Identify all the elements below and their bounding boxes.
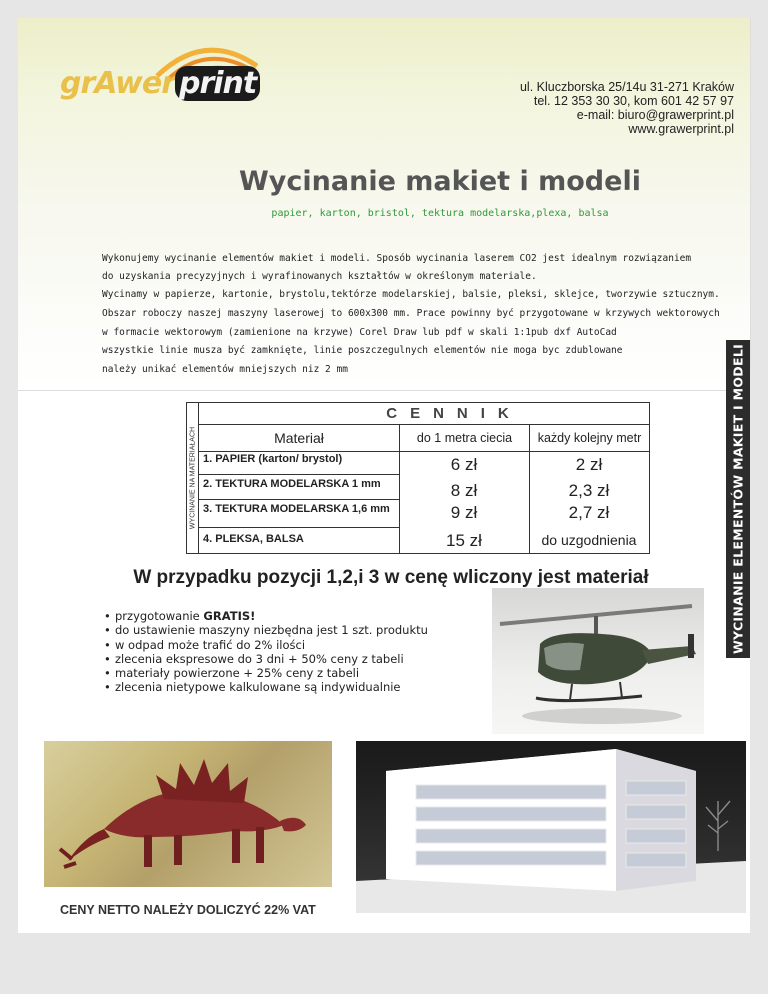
contact-website[interactable]: www.grawerprint.pl: [628, 122, 734, 136]
intro-text: [102, 250, 720, 379]
contact-phone: tel. 12 353 30 30, kom 601 42 57 97: [533, 94, 734, 108]
column-header-next-meter: każdy kolejny metr: [529, 425, 649, 451]
table-divider: [199, 527, 399, 528]
gratis-label: GRATIS!: [203, 609, 256, 623]
conditions-list: [104, 609, 428, 695]
row-price-next: 2,3 zł: [568, 481, 610, 500]
table-divider: [199, 474, 399, 475]
page-subtitle: papier, karton, bristol, tektura modelarska,plexa, balsa: [271, 208, 609, 219]
vat-note: CENY NETTO NALEŻY DOLICZYĆ 22% VAT: [60, 903, 316, 917]
page-title: Wycinanie makiet i modeli: [239, 166, 641, 197]
building-icon: [356, 741, 746, 913]
logo-part2: print: [175, 66, 260, 101]
intro-line: do uzyskania precyzyjnych i wyrafinowanych kształtów w określonym materiale.: [102, 271, 537, 282]
intro-line: Obszar roboczy naszej maszyny laserowej to 600x300 mm. Prace powinny być przygotowane w krzywych wektorowych: [102, 308, 720, 319]
list-item: • zlecenia ekspresowe do 3 dni + 50% ceny z tabeli: [104, 652, 428, 666]
intro-line: w formacie wektorowym (zamienione na krzywe) Corel Draw lub pdf w skali 1:1pub dxf AutoCad: [102, 327, 617, 338]
company-logo: [60, 36, 280, 106]
side-label-text: WYCINANIE ELEMENTÓW MAKIET I MODELI: [730, 343, 746, 655]
list-item: • zlecenia nietypowe kalkulowane są indywidualnie: [104, 680, 428, 694]
building-model-photo: [356, 741, 746, 913]
row-price-first: 15 zł: [446, 531, 482, 550]
row-price-first: 8 zł: [450, 481, 478, 500]
contact-address: ul. Kluczborska 25/14u 31-271 Kraków: [519, 80, 734, 94]
row-material: 2. TEKTURA MODELARSKA 1 mm: [203, 478, 381, 490]
material-note: W przypadku pozycji 1,2,i 3 w cenę wliczony jest materiał: [133, 567, 649, 588]
column-header-first-meter: do 1 metra ciecia: [399, 425, 529, 451]
intro-line: wszystkie linie musza być zamknięte, linie poszczegulnych elementów nie moga byc zdublowane: [102, 345, 623, 356]
row-material: 4. PLEKSA, BALSA: [203, 533, 304, 545]
intro-line: Wycinamy w papierze, kartonie, brystolu,tektórze modelarskiej, balsie, pleksi, sklejce, tworzywie sztucznym.: [102, 289, 720, 300]
list-item-text: przygotowanie: [115, 609, 204, 623]
column-header-material: Materiał: [274, 430, 324, 446]
logo-wordmark: [60, 66, 260, 101]
list-item: • materiały powierzone + 25% ceny z tabeli: [104, 666, 428, 680]
row-price-next: do uzgodnienia: [541, 532, 637, 548]
price-table: [186, 402, 650, 554]
contact-email[interactable]: e-mail: biuro@grawerprint.pl: [576, 108, 734, 122]
logo-part1: grAwer: [60, 66, 175, 101]
list-item: • do ustawienie maszyny niezbędna jest 1 szt. produktu: [104, 623, 428, 637]
row-price-next: 2 zł: [575, 455, 603, 474]
list-item: [104, 609, 428, 623]
list-item: • w odpad może trafić do 2% ilości: [104, 638, 428, 652]
helicopter-model-photo: [492, 588, 704, 734]
contact-block: [520, 80, 734, 136]
side-label-tab: [726, 340, 750, 658]
helicopter-icon: [492, 588, 704, 734]
dinosaur-icon: [44, 741, 332, 887]
intro-line: należy unikać elementów mniejszych niz 2 mm: [102, 364, 348, 375]
table-divider: [199, 499, 399, 500]
table-divider: [199, 451, 649, 452]
table-heading: CENNIK: [199, 403, 649, 425]
row-material: 3. TEKTURA MODELARSKA 1,6 mm: [203, 503, 390, 515]
table-side-caption-text: WYCINANIE NA MATERIAŁACH: [189, 426, 197, 530]
row-price-first: 9 zł: [450, 503, 478, 522]
stegosaurus-model-photo: [44, 741, 332, 887]
row-price-next: 2,7 zł: [568, 503, 610, 522]
row-material: 1. PAPIER (karton/ brystol): [203, 453, 343, 465]
intro-line: Wykonujemy wycinanie elementów makiet i modeli. Sposób wycinania laserem CO2 jest idealnym rozwiązaniem: [102, 253, 692, 264]
table-side-caption: [187, 403, 199, 553]
row-price-first: 6 zł: [450, 455, 478, 474]
